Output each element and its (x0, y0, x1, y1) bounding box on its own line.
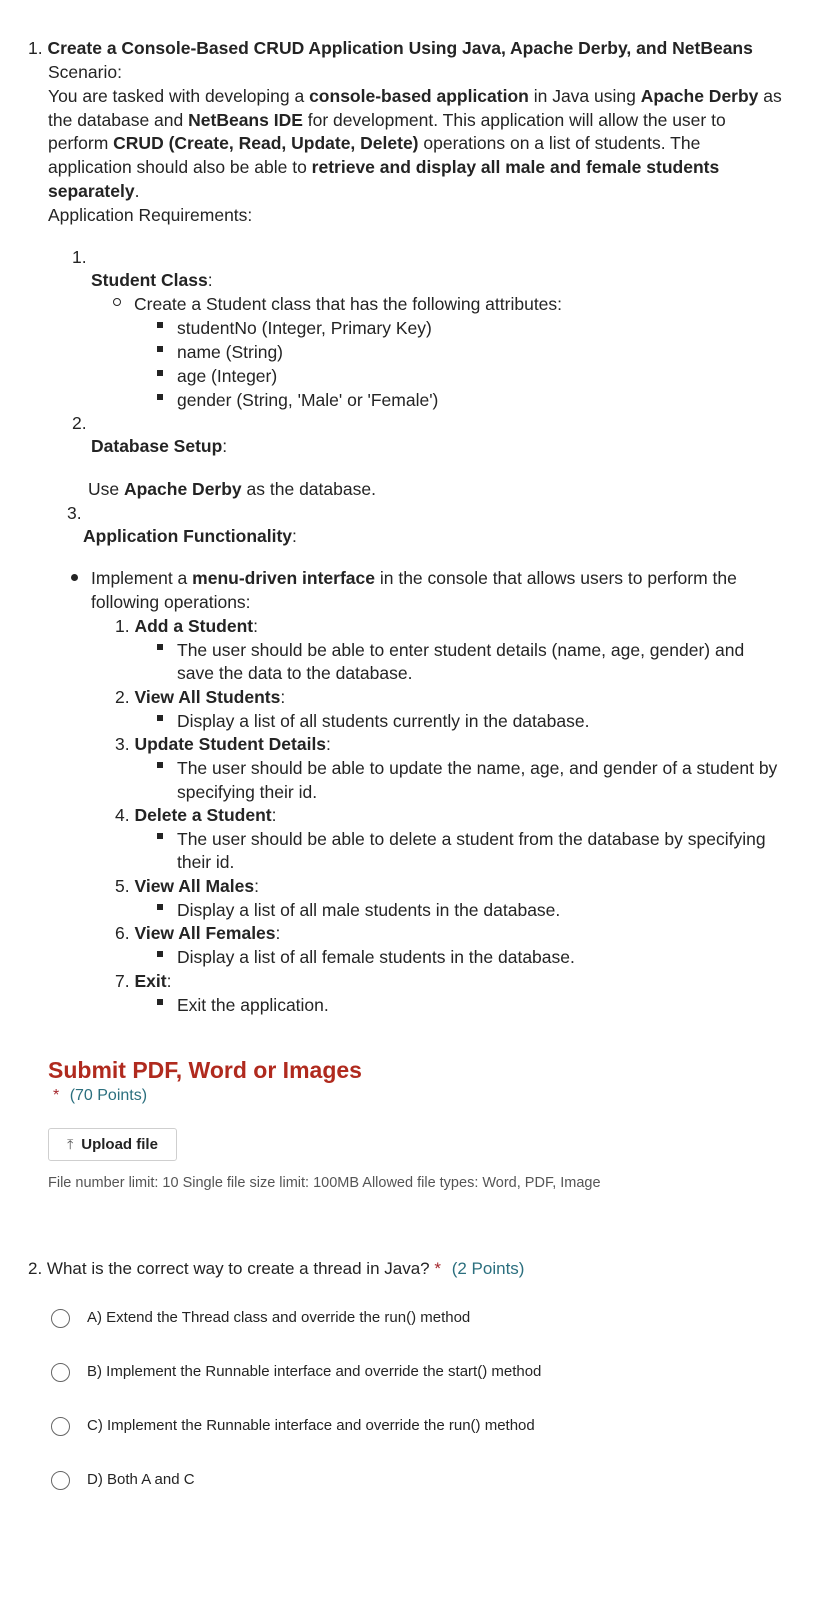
req2-text: Use Apache Derby as the database. (88, 479, 376, 499)
scenario-line-2: the database and NetBeans IDE for development. This application will allow the user to (48, 110, 726, 130)
req3-bullet-line-1: Implement a menu-driven interface in the console that allows users to perform the (91, 568, 737, 588)
op-detail: The user should be able to update the name, age, and gender of a student by (177, 758, 778, 778)
op-detail: Display a list of all male students in the database. (177, 900, 561, 920)
op-detail: Display a list of all female students in the database. (177, 947, 575, 967)
requirements-label: Application Requirements: (48, 205, 253, 225)
op-detail: their id. (177, 852, 235, 872)
question-1-title: 1. Create a Console-Based CRUD Application Using Java, Apache Derby, and NetBeans (28, 38, 753, 58)
req1-intro: Create a Student class that has the following attributes: (134, 294, 563, 314)
radio-option-d[interactable] (51, 1471, 70, 1490)
op-title: 4. Delete a Student: (115, 805, 277, 825)
square-bullet-icon (157, 715, 163, 721)
square-bullet-icon (157, 346, 163, 352)
square-bullet-icon (157, 999, 163, 1005)
op-title: 2. View All Students: (115, 687, 286, 707)
required-mark: * (434, 1259, 441, 1278)
op-detail: save the data to the database. (177, 663, 413, 683)
square-bullet-icon (157, 833, 163, 839)
op-detail: Exit the application. (177, 995, 329, 1015)
scenario-line-1: You are tasked with developing a console-based application in Java using Apache Derby as (48, 86, 782, 106)
op-detail: The user should be able to enter student details (name, age, gender) and (177, 640, 745, 660)
points-label: (2 Points) (451, 1259, 525, 1278)
scenario-label: Scenario: (48, 62, 122, 82)
submit-section-title: Submit PDF, Word or Images (48, 1057, 362, 1083)
upload-button-label: Upload file (81, 1136, 158, 1153)
hollow-bullet-icon (113, 298, 121, 306)
op-detail: Display a list of all students currently in the database. (177, 711, 590, 731)
op-title: 6. View All Females: (115, 923, 281, 943)
question-2-title: 2. What is the correct way to create a thread in Java? * (2 Points) (28, 1259, 525, 1278)
req3-number: 3. (67, 503, 82, 523)
scenario-line-4: application should also be able to retrieve and display all male and female students (48, 157, 720, 177)
req3-title: Application Functionality: (83, 526, 297, 546)
op-title: 3. Update Student Details: (115, 734, 331, 754)
square-bullet-icon (157, 394, 163, 400)
option-b-label[interactable]: B) Implement the Runnable interface and override the start() method (87, 1363, 542, 1380)
square-bullet-icon (157, 762, 163, 768)
upload-arrow-icon: ⤒ (67, 1136, 74, 1152)
square-bullet-icon (157, 644, 163, 650)
req1-title: Student Class: (91, 270, 213, 290)
attr-item: age (Integer) (177, 366, 278, 386)
submit-points-line (53, 1085, 147, 1107)
attr-item: gender (String, 'Male' or 'Female') (177, 390, 439, 410)
radio-option-b[interactable] (51, 1363, 70, 1382)
square-bullet-icon (157, 951, 163, 957)
square-bullet-icon (157, 370, 163, 376)
square-bullet-icon (157, 904, 163, 910)
op-detail: The user should be able to delete a student from the database by specifying (177, 829, 766, 849)
square-bullet-icon (157, 322, 163, 328)
op-title: 5. View All Males: (115, 876, 259, 896)
req3-bullet-line-2: following operations: (91, 592, 251, 612)
req2-number: 2. (72, 413, 87, 433)
req2-title: Database Setup: (91, 436, 228, 456)
option-d-label[interactable]: D) Both A and C (87, 1471, 195, 1488)
option-a-label[interactable]: A) Extend the Thread class and override the run() method (87, 1309, 471, 1326)
req1-number: 1. (72, 247, 87, 267)
points-label: (70 Points) (69, 1087, 148, 1104)
scenario-line-3: perform CRUD (Create, Read, Update, Delete) operations on a list of students. The (48, 133, 701, 153)
attr-item: name (String) (177, 342, 284, 362)
scenario-line-5: separately. (48, 181, 140, 201)
dot-bullet-icon (71, 574, 78, 581)
radio-option-c[interactable] (51, 1417, 70, 1436)
op-detail: specifying their id. (177, 782, 318, 802)
upload-file-button[interactable] (48, 1128, 177, 1161)
op-title: 7. Exit: (115, 971, 172, 991)
option-c-label[interactable]: C) Implement the Runnable interface and override the run() method (87, 1417, 535, 1434)
upload-limits: File number limit: 10 Single file size limit: 100MB Allowed file types: Word, PDF, Image (48, 1175, 601, 1191)
attr-item: studentNo (Integer, Primary Key) (177, 318, 432, 338)
radio-option-a[interactable] (51, 1309, 70, 1328)
required-mark: * (53, 1087, 60, 1104)
op-title: 1. Add a Student: (115, 616, 258, 636)
